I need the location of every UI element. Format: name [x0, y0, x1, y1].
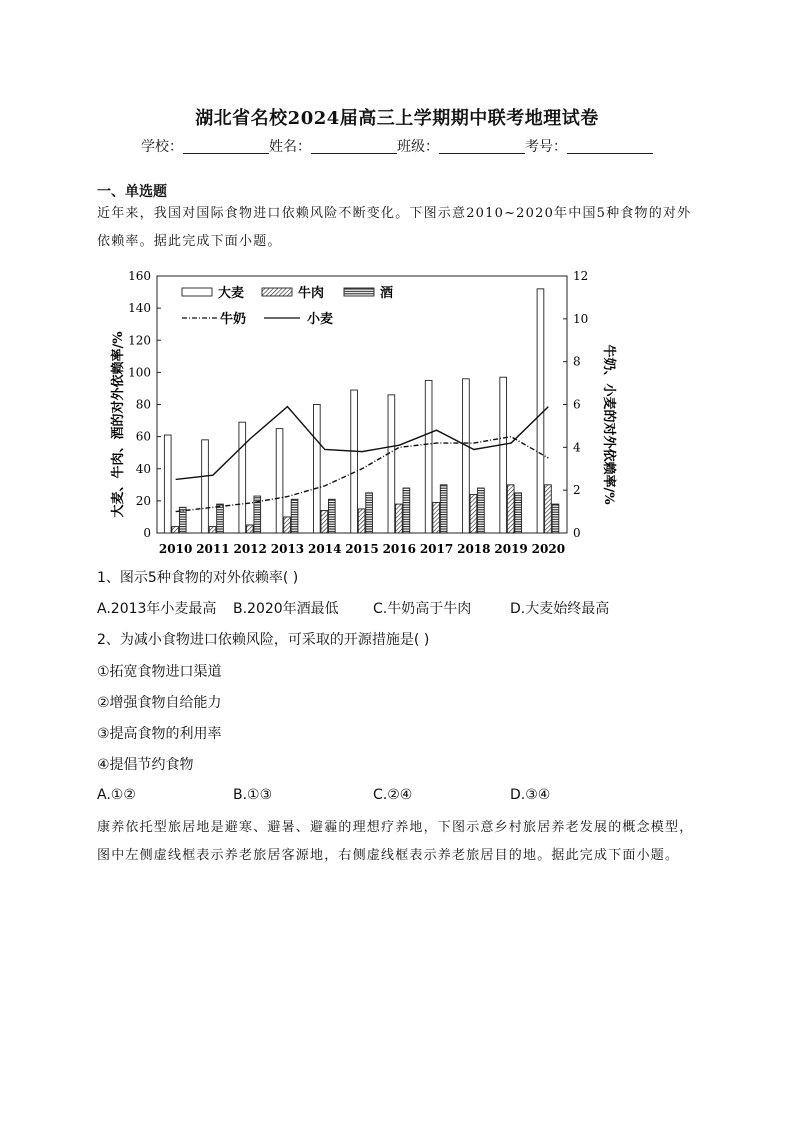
q1-option-a[interactable]: A.2013年小麦最高	[97, 601, 217, 617]
barley-bar	[500, 377, 507, 533]
beef-bar	[172, 527, 179, 533]
wine-bar	[478, 488, 485, 533]
left-axis-tick-label: 120	[128, 333, 151, 348]
right-axis-tick-label: 6	[573, 397, 581, 412]
legend-swatch-beef	[262, 288, 292, 296]
barley-bar	[388, 395, 395, 533]
legend-swatch-wine	[344, 288, 374, 296]
q2-option-c[interactable]: C.②④	[373, 787, 413, 803]
x-axis-tick-label: 2019	[494, 542, 528, 556]
x-axis-tick-label: 2016	[382, 542, 416, 556]
x-axis-tick-label: 2013	[270, 542, 305, 556]
left-axis-tick-label: 0	[143, 526, 151, 540]
x-axis-tick-label: 2014	[308, 542, 342, 556]
question-intro-2: 康养依托型旅居地是避寒、避暑、避霾的理想疗养地，下图示意乡村旅居养老发展的概念模型，图中左侧虚线框表示养老旅居客源地，右侧虚线框表示养老旅居目的地。据此完成下面小题。	[97, 820, 694, 863]
beef-bar	[358, 509, 365, 533]
beef-bar	[507, 485, 514, 533]
barley-bar	[313, 405, 320, 534]
right-axis-tick-label: 8	[573, 354, 581, 369]
wine-bar	[217, 504, 224, 533]
barley-bar	[202, 440, 209, 533]
barley-bar	[164, 435, 171, 533]
wine-bar	[291, 499, 298, 533]
class-label: 班级：	[397, 139, 439, 155]
q2-item-1: ①拓宽食物进口渠道	[97, 664, 222, 680]
beef-bar	[396, 504, 403, 533]
beef-bar	[470, 494, 477, 533]
legend-label-wine: 酒	[380, 286, 394, 301]
student-info-line	[0, 136, 794, 156]
food-dependency-chart	[100, 262, 620, 562]
barley-bar	[351, 390, 358, 533]
legend-label-wheat: 小麦	[307, 312, 334, 327]
q2-item-2: ②增强食物自给能力	[97, 695, 222, 711]
number-blank[interactable]	[567, 139, 653, 154]
school-label: 学校：	[141, 139, 183, 155]
x-axis-tick-label: 2020	[531, 542, 566, 556]
wine-bar	[440, 485, 447, 533]
wine-bar	[366, 493, 373, 533]
q1-option-d[interactable]: D.大麦始终最高	[510, 601, 610, 617]
barley-bar	[463, 379, 470, 533]
left-axis-tick-label: 40	[135, 461, 151, 476]
right-axis-tick-label: 12	[573, 269, 589, 283]
left-axis-tick-label: 100	[128, 365, 151, 380]
left-axis-tick-label: 160	[128, 269, 151, 283]
barley-bar	[239, 422, 246, 533]
legend-label-milk: 牛奶	[220, 312, 247, 327]
wine-bar	[403, 488, 410, 533]
left-axis-tick-label: 140	[128, 301, 151, 316]
legend-label-barley: 大麦	[218, 286, 245, 301]
right-axis-tick-label: 4	[573, 440, 581, 455]
right-axis-tick-label: 0	[573, 526, 581, 540]
milk-line	[176, 437, 549, 512]
x-axis-tick-label: 2015	[345, 542, 379, 556]
left-axis-tick-label: 60	[135, 429, 151, 444]
section-heading: 一、单选题	[97, 184, 167, 200]
school-blank[interactable]	[183, 139, 269, 154]
wine-bar	[328, 499, 335, 533]
question-2-stem: 2、为减小食物进口依赖风险，可采取的开源措施是( )	[97, 632, 430, 648]
x-axis-tick-label: 2017	[419, 542, 454, 556]
q2-item-3: ③提高食物的利用率	[97, 726, 222, 742]
q2-item-4: ④提倡节约食物	[97, 757, 194, 773]
x-axis-tick-label: 2010	[158, 542, 193, 556]
beef-bar	[284, 517, 291, 533]
beef-bar	[321, 511, 328, 533]
class-blank[interactable]	[439, 139, 525, 154]
name-blank[interactable]	[311, 139, 397, 154]
beef-bar	[545, 485, 552, 533]
q1-option-b[interactable]: B.2020年酒最低	[233, 601, 339, 617]
right-axis-tick-label: 2	[573, 483, 581, 498]
q1-option-c[interactable]: C.牛奶高于牛肉	[373, 601, 472, 617]
page-title: 湖北省名校2024届高三上学期期中联考地理试卷	[195, 108, 599, 129]
question-intro-1: 近年来，我国对国际食物进口依赖风险不断变化。下图示意2010~2020年中国5种食物的对外依赖率。据此完成下面小题。	[97, 206, 692, 249]
q2-option-b[interactable]: B.①③	[233, 787, 273, 803]
number-label: 考号：	[525, 139, 567, 155]
legend-swatch-barley	[182, 288, 212, 296]
x-axis-tick-label: 2018	[457, 542, 491, 556]
question-1-stem: 1、图示5种食物的对外依赖率( )	[97, 570, 299, 586]
right-axis-title: 牛奶、小麦的对外依赖率/%	[601, 344, 616, 505]
barley-bar	[425, 380, 432, 533]
x-axis-tick-label: 2011	[196, 542, 230, 556]
q2-option-d[interactable]: D.③④	[510, 787, 551, 803]
beef-bar	[433, 502, 440, 533]
beef-bar	[209, 527, 216, 533]
wine-bar	[552, 504, 559, 533]
left-axis-tick-label: 80	[135, 397, 151, 412]
right-axis-tick-label: 10	[573, 311, 589, 326]
wine-bar	[515, 493, 522, 533]
x-axis-tick-label: 2012	[233, 542, 267, 556]
barley-bar	[537, 289, 544, 533]
q2-option-a[interactable]: A.①②	[97, 787, 136, 803]
barley-bar	[276, 429, 283, 533]
beef-bar	[246, 525, 253, 533]
left-axis-tick-label: 20	[135, 493, 151, 508]
left-axis-title: 大麦、牛肉、酒的对外依赖率/%	[111, 331, 126, 518]
name-label: 姓名：	[269, 139, 311, 155]
legend-label-beef: 牛肉	[298, 286, 325, 301]
